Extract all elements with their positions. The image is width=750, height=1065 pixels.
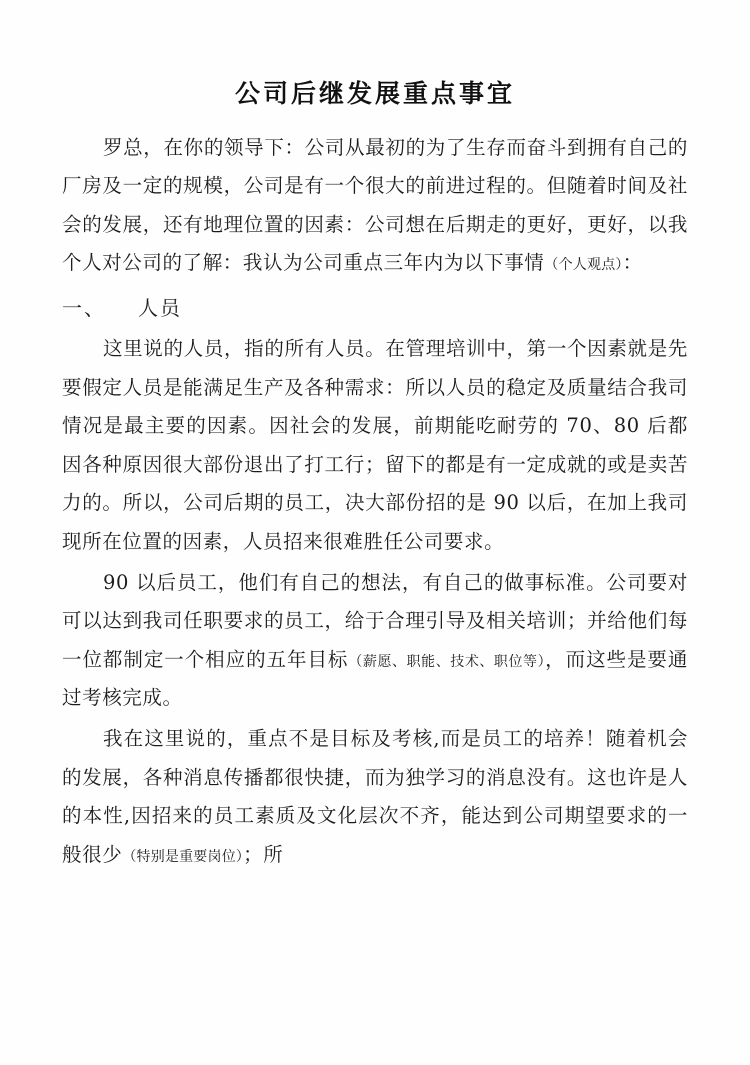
paragraph-intro <box>62 129 688 283</box>
paragraph-intro-note: （个人观点） <box>544 257 623 274</box>
paragraph-personnel-3-note: （特别是重要岗位） <box>122 848 244 865</box>
paragraph-personnel-2-note: （薪愿、职能、技术、职位等） <box>348 653 546 670</box>
paragraph-intro-text: 罗总，在你的领导下：公司从最初的为了生存而奋斗到拥有自己的厂房及一定的规模，公司是有一个很大的前进过程的。但随着时间及社会的发展，还有地理位置的因素：公司想在后期走的更好，更好，以我个人对公司的了解：我认为公司重点三年内为以下事情 <box>62 135 688 275</box>
paragraph-intro-tail: ： <box>622 251 643 275</box>
paragraph-personnel-2-head: 90 以后员工，他们有自己的想法，有自己的做事标准。公司要对可以达到我司任职要求的员工，给于合理引导及相关培训；并给他们每一位都制定一个相应的五年目标 <box>62 570 688 671</box>
paragraph-personnel-1: 这里说的人员，指的所有人员。在管理培训中，第一个因素就是先要假定人员是能满足生产及各种需求：所以人员的稳定及质量结合我司情况是最主要的因素。因社会的发展，前期能吃耐劳的 70、80 后都因各种原因很大部份退出了打工行；留下的都是有一定成就的或是卖苦力的。所以，公司后期的员工，决大部份招的是 90 以后，在加上我司现所在位置的因素，人员招来很难胜任公司要求。 <box>62 336 688 553</box>
paragraph-personnel-2 <box>62 564 688 718</box>
section-heading-1 <box>62 289 688 328</box>
paragraph-personnel-3 <box>62 720 688 874</box>
paragraph-personnel-2-tail: ，而这些是要通过考核完成。 <box>62 647 688 710</box>
page-title: 公司后继发展重点事宜 <box>234 79 515 108</box>
paragraph-personnel-3-head: 我在这里说的，重点不是目标及考核,而是员工的培养！随着机会的发展，各种消息传播都很快捷，而为独学习的消息没有。这也许是人的本性,因招来的员工素质及文化层次不齐，能达到公司期望要求的一般很少 <box>62 727 688 866</box>
paragraph-personnel-3-tail: ；所 <box>243 842 284 866</box>
section-number-1: 一、 <box>62 295 106 320</box>
section-label-1: 人员 <box>138 295 182 320</box>
